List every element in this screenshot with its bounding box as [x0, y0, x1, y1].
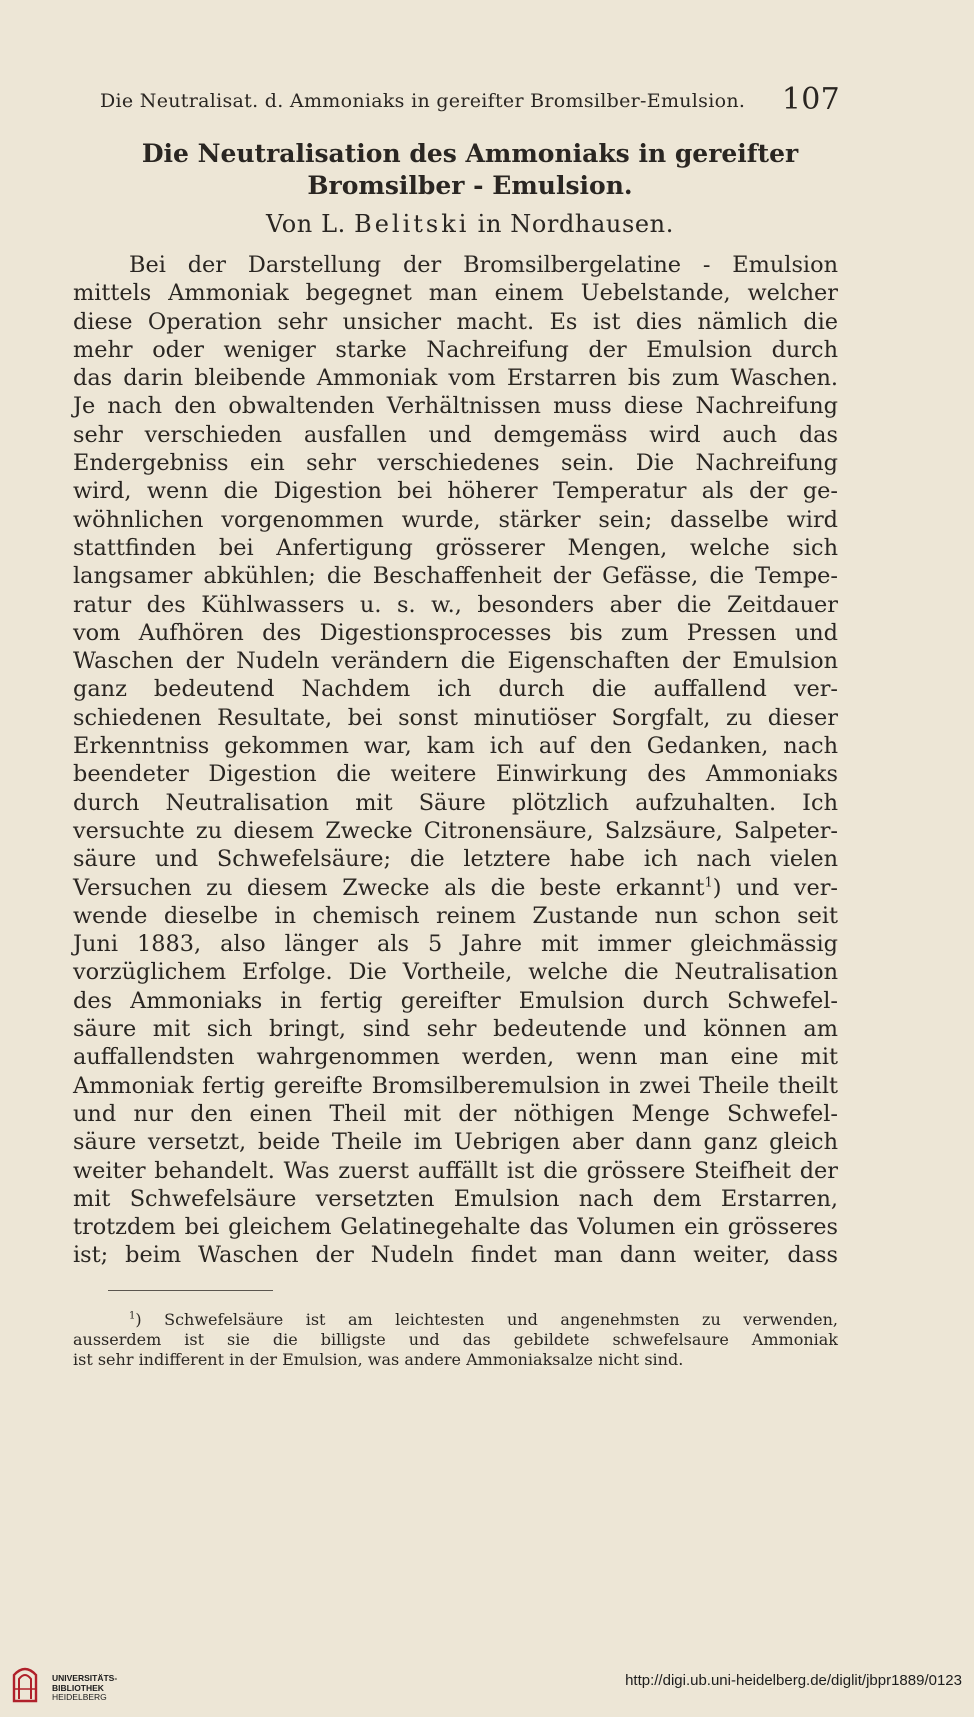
body-line: weiter behandelt. Was zuerst auffällt ist die grössere Steifheit der	[73, 1157, 838, 1184]
body-text	[73, 251, 838, 1270]
byline	[100, 210, 840, 238]
footnote-reference[interactable]: 1	[704, 875, 713, 891]
body-line: des Ammoniaks in fertig gereifter Emulsion durch Schwefel-	[73, 987, 838, 1014]
running-head-title: Die Neutralisat. d. Ammoniaks in gereifter Bromsilber-Emulsion.	[100, 90, 746, 112]
author-name: Belitski	[354, 210, 470, 238]
footer-bar	[0, 1648, 974, 1717]
footnote-line: ausserdem ist sie die billigste und das gebildete schwefelsaure Ammoniak	[73, 1330, 838, 1349]
body-line: stattfinden bei Anfertigung grösserer Mengen, welche sich	[73, 534, 838, 561]
body-line: durch Neutralisation mit Säure plötzlich aufzuhalten. Ich	[73, 789, 838, 816]
running-head	[100, 82, 840, 118]
library-name-line-1: UNIVERSITÄTS-	[52, 1673, 118, 1683]
body-line: ratur des Kühlwassers u. s. w., besonders aber die Zeitdauer	[73, 591, 838, 618]
body-line: wird, wenn die Digestion bei höherer Temperatur als der ge-	[73, 478, 838, 505]
footnote-line	[73, 1310, 838, 1330]
body-line: trotzdem bei gleichem Gelatinegehalte das Volumen ein grösseres	[73, 1214, 838, 1241]
body-line: schiedenen Resultate, bei sonst minutiöser Sorgfalt, zu dieser	[73, 704, 838, 731]
body-line: und nur den einen Theil mit der nöthigen Menge Schwefel-	[73, 1100, 838, 1127]
body-line: säure mit sich bringt, sind sehr bedeutende und können am	[73, 1016, 838, 1043]
body-line: langsamer abkühlen; die Beschaffenheit der Gefässe, die Tempe-	[73, 563, 838, 590]
footnote-marker: 1	[129, 1310, 136, 1322]
body-line-text-tail: ) und ver-	[712, 874, 838, 901]
body-line: ist; beim Waschen der Nudeln findet man dann weiter, dass	[73, 1242, 838, 1269]
library-name-line-2: BIBLIOTHEK	[52, 1682, 104, 1693]
source-url[interactable]: http://digi.ub.uni-heidelberg.de/diglit/jbpr1889/0123	[625, 1672, 962, 1689]
page-number: 107	[781, 82, 840, 117]
body-line: diese Operation sehr unsicher macht. Es ist dies nämlich die	[73, 308, 838, 335]
footnote	[73, 1310, 838, 1370]
article-title-line-2: Bromsilber - Emulsion.	[307, 171, 633, 200]
body-line: säure versetzt, beide Theile im Uebrigen aber dann ganz gleich	[73, 1129, 838, 1156]
body-line: vom Aufhören des Digestionsprocesses bis zum Pressen und	[73, 619, 838, 646]
body-line: säure und Schwefelsäure; die letztere habe ich nach vielen	[73, 846, 838, 873]
body-line-text: Versuchen zu diesem Zwecke als die beste erkannt	[73, 874, 705, 901]
byline-prefix: Von L.	[266, 210, 355, 238]
body-line: beendeter Digestion die weitere Einwirkung des Ammoniaks	[73, 761, 838, 788]
body-line: Waschen der Nudeln verändern die Eigenschaften der Emulsion	[73, 648, 838, 675]
library-logo[interactable]	[10, 1658, 130, 1708]
body-line: Je nach den obwaltenden Verhältnissen muss diese Nachreifung	[73, 393, 838, 420]
body-line: Bei der Darstellung der Bromsilbergelatine - Emulsion	[129, 252, 838, 278]
body-line: mehr oder weniger starke Nachreifung der Emulsion durch	[73, 336, 838, 363]
body-line: mittels Ammoniak begegnet man einem Uebelstande, welcher	[73, 280, 838, 307]
body-line: mit Schwefelsäure versetzten Emulsion nach dem Erstarren,	[73, 1185, 838, 1212]
library-seal-icon	[10, 1661, 40, 1705]
library-name-line-3: HEIDELBERG	[52, 1692, 107, 1702]
body-line: wöhnlichen vorgenommen wurde, stärker sein; dasselbe wird	[73, 506, 838, 533]
body-line-with-footnote-ref	[73, 874, 838, 902]
body-line: Juni 1883, also länger als 5 Jahre mit immer gleichmässig	[73, 931, 838, 958]
body-line: wende dieselbe in chemisch reinem Zustande nun schon seit	[73, 902, 838, 929]
body-line: Ammoniak fertig gereifte Bromsilberemulsion in zwei Theile theilt	[73, 1072, 838, 1099]
body-line: auffallendsten wahrgenommen werden, wenn man eine mit	[73, 1044, 838, 1071]
body-line: das darin bleibende Ammoniak vom Erstarren bis zum Waschen.	[73, 365, 838, 392]
library-name	[52, 1674, 117, 1703]
footnote-line-text: ) Schwefelsäure ist am leichtesten und angenehmsten zu verwenden,	[135, 1310, 838, 1329]
body-line: versuchte zu diesem Zwecke Citronensäure, Salzsäure, Salpeter-	[73, 817, 838, 844]
article-title	[100, 138, 840, 202]
footnote-line: ist sehr indifferent in der Emulsion, was andere Ammoniaksalze nicht sind.	[73, 1350, 684, 1369]
article-title-line-1: Die Neutralisation des Ammoniaks in gereifter	[141, 139, 799, 168]
body-line: vorzüglichem Erfolge. Die Vortheile, welche die Neutralisation	[73, 959, 838, 986]
body-line: Erkenntniss gekommen war, kam ich auf den Gedanken, nach	[73, 733, 838, 760]
body-line: ganz bedeutend Nachdem ich durch die auffallend ver-	[73, 676, 838, 703]
body-line: Endergebniss ein sehr verschiedenes sein. Die Nachreifung	[73, 450, 838, 477]
footnote-divider	[108, 1290, 273, 1291]
body-line: sehr verschieden ausfallen und demgemäss wird auch das	[73, 421, 838, 448]
byline-suffix: in Nordhausen.	[469, 210, 674, 238]
